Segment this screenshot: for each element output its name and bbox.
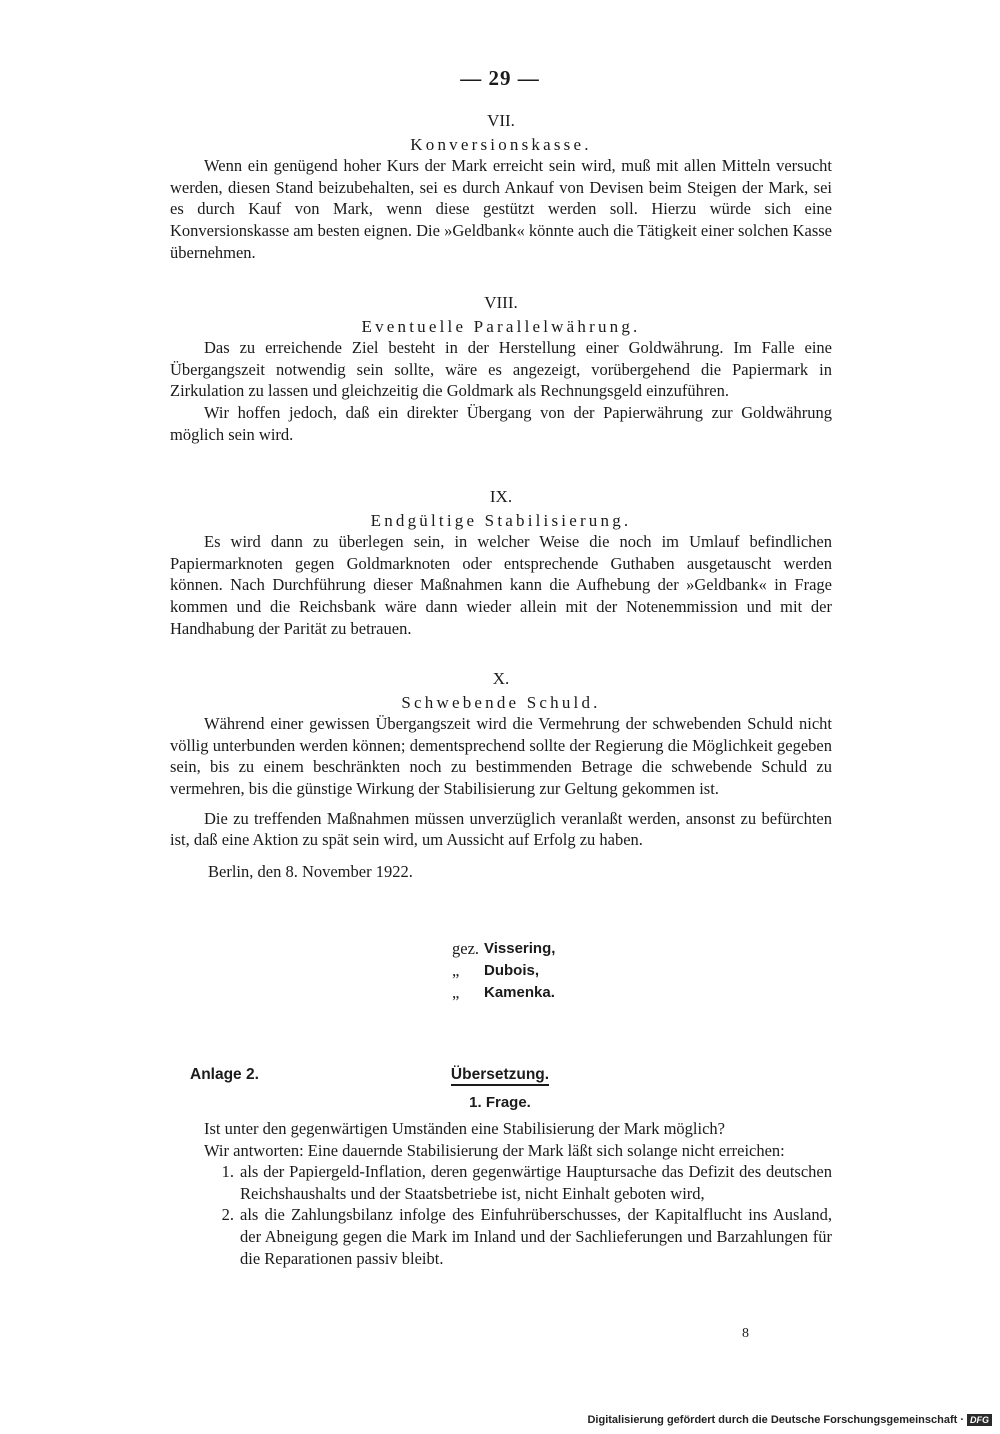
paragraph: Das zu erreichende Ziel besteht in der Herstellung einer Goldwährung. Im Falle eine Übergangszeit notwendig sein sollte, wäre es angezeigt, vorübergehend die Papiermark in Zirkulation zu lassen und gleichzeitig die Goldmark als Rechnungsgeld einzuführen. xyxy=(170,338,832,401)
list-item xyxy=(170,1161,832,1204)
section-viii xyxy=(170,292,832,445)
signature-name: Vissering, xyxy=(484,940,556,957)
signature-name: Dubois, xyxy=(484,962,539,979)
paragraph: Die zu treffenden Maßnahmen müssen unverzüglich veranlaßt werden, ansonst zu befürchten ist, daß eine Aktion zu spät sein wird, um Aussicht auf Erfolg zu haben. xyxy=(170,808,832,850)
annex-label: Anlage 2. xyxy=(190,1066,259,1083)
dfg-logo: DFG xyxy=(967,1414,992,1426)
section-numeral: VIII. xyxy=(484,293,518,312)
section-numeral: VII. xyxy=(487,111,515,130)
signature-name: Kamenka. xyxy=(484,984,555,1001)
signature-row xyxy=(452,938,692,960)
signature-prefix: „ xyxy=(452,983,460,1002)
list-number: 2. xyxy=(221,1205,234,1225)
section-numeral: IX. xyxy=(489,487,513,506)
section-heading: Konversionskasse. xyxy=(410,134,592,154)
paragraph: Wenn ein genügend hoher Kurs der Mark erreicht sein wird, muß mit allen Mitteln versucht werden, diesen Stand beizubehalten, sei es durch Ankauf von Devisen beim Steigen der Mark, sei es durch Kauf von Mark, wenn diese gestützt werden soll. Hierzu würde sich eine Konversionskasse am besten eignen. Die »Geldbank« könnte auch die Tätigkeit einer solchen Kasse übernehmen. xyxy=(170,156,832,262)
question-text: Ist unter den gegenwärtigen Umständen eine Stabilisierung der Mark möglich? xyxy=(204,1119,725,1138)
paragraph: Wir hoffen jedoch, daß ein direkter Übergang von der Papierwährung zur Goldwährung möglich sein wird. xyxy=(170,402,832,444)
section-heading: Schwebende Schuld. xyxy=(401,692,601,712)
signature-prefix: „ xyxy=(452,961,460,980)
digitization-footer xyxy=(587,1414,992,1426)
signature-prefix: gez. xyxy=(452,939,480,958)
signature-block xyxy=(452,938,692,1004)
list-text: als die Zahlungsbilanz infolge des Einfuhrüberschusses, der Kapitalflucht ins Ausland, der Abneigung gegen die Mark im Inland und der Sachlieferungen und Barzahlungen für die Reparationen passiv bleibt. xyxy=(240,1205,832,1268)
section-heading: Endgültige Stabilisierung. xyxy=(370,510,632,530)
annex-title-text: Übersetzung. xyxy=(451,1066,549,1086)
question-label: 1. Frage. xyxy=(469,1094,531,1111)
paragraph: Während einer gewissen Übergangszeit wird die Vermehrung der schwebenden Schuld nicht völlig unterbunden werden können; dementsprechend sollte der Regierung die Möglichkeit gegeben sein, bis zu einem beschränkten noch zu bestimmenden Betrage die schwebende Schuld zu vermehren, bis die günstige Wirkung der Stabilisierung zur Geltung gekommen ist. xyxy=(170,714,832,798)
page-number: — 29 — xyxy=(460,66,540,90)
section-vii xyxy=(170,110,832,263)
section-x xyxy=(170,668,832,882)
paragraph: Es wird dann zu überlegen sein, in welcher Weise die noch im Umlauf befindlichen Papiermarknoten gegen Goldmarknoten oder entsprechende Guthaben ausgetauscht werden können. Nach Durchführung dieser Maßnahmen kann die Aufhebung der »Geldbank« in Frage kommen und die Reichsbank wäre dann wieder allein mit der Notenemmission und mit der Handhabung der Parität zu betrauen. xyxy=(170,532,832,638)
section-numeral: X. xyxy=(492,669,510,688)
list-text: als der Papiergeld-Inflation, deren gegenwärtige Hauptursache das Defizit des deutschen Reichshaushalts und der Staatsbetriebe ist, nicht Einhalt geboten wird, xyxy=(240,1162,832,1203)
answer-intro: Wir antworten: Eine dauernde Stabilisierung der Mark läßt sich solange nicht erreichen: xyxy=(204,1140,785,1160)
signature-row xyxy=(452,960,692,982)
section-ix xyxy=(170,486,832,639)
list-number: 1. xyxy=(221,1162,234,1182)
dateline: Berlin, den 8. November 1922. xyxy=(208,861,413,881)
annex-title xyxy=(0,1066,1000,1084)
signature-row xyxy=(452,982,692,1004)
section-heading: Eventuelle Parallelwährung. xyxy=(361,316,641,336)
sheet-signature-mark: 8 xyxy=(742,1326,749,1341)
footer-text: Digitalisierung gefördert durch die Deutsche Forschungsgemeinschaft · xyxy=(587,1414,964,1426)
annex-body xyxy=(170,1118,832,1269)
list-item xyxy=(170,1204,832,1269)
